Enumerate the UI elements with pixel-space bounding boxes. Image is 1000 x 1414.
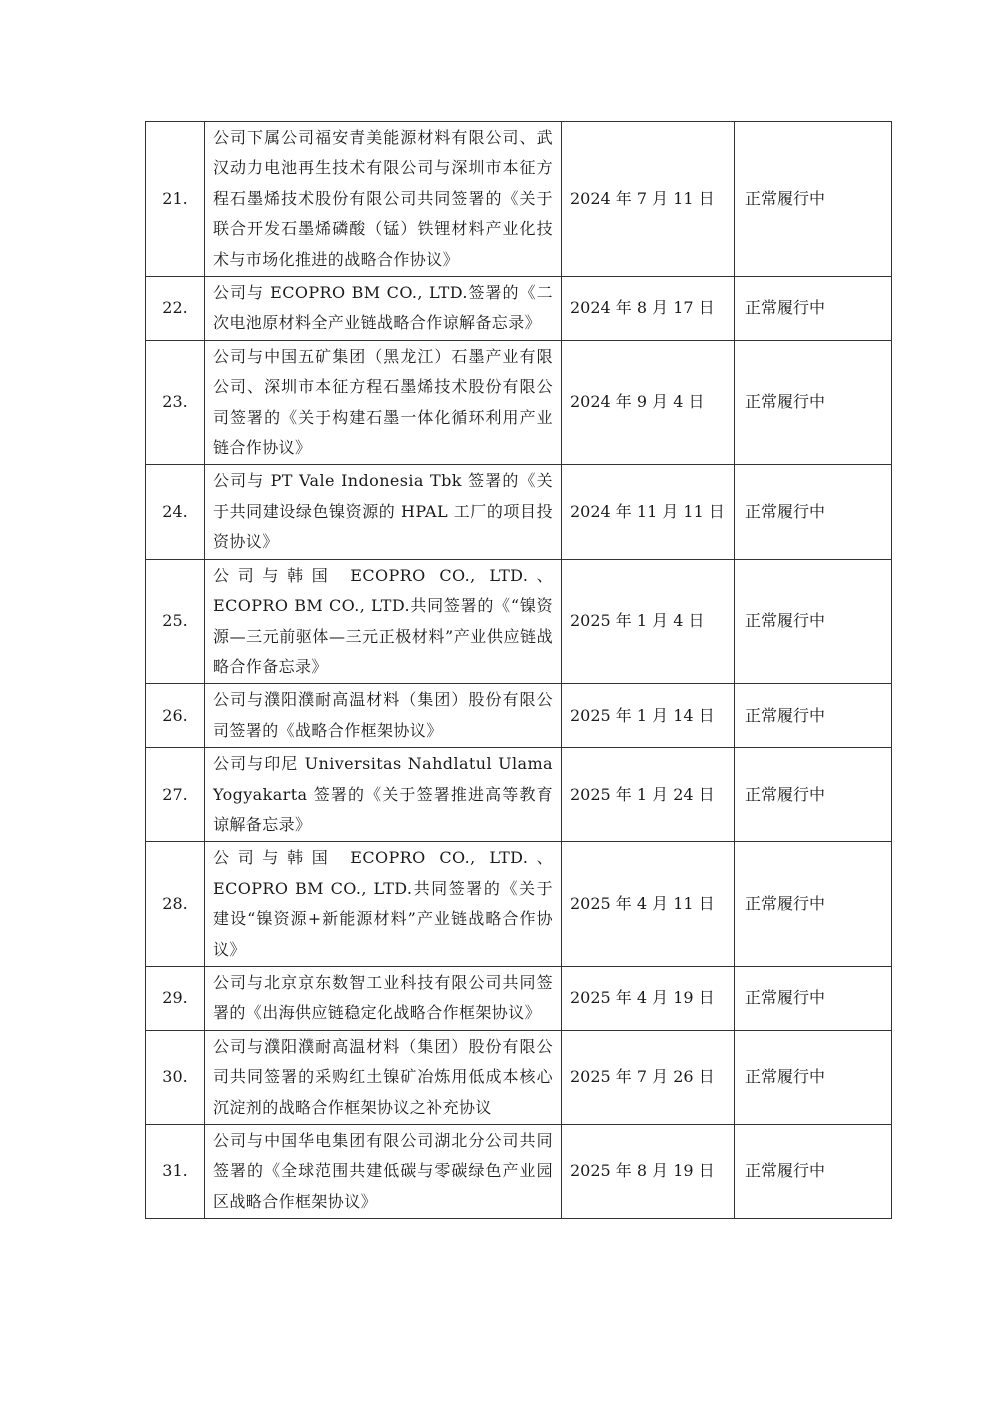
row-number: 27. <box>146 748 205 842</box>
signing-date: 2025 年 4 月 11 日 <box>562 842 735 967</box>
agreement-description-text: 公司与 ECOPRO BM CO., LTD.签署的《二次电池原材料全产业链战略合作谅解备忘录》 <box>213 283 553 333</box>
performance-status: 正常履行中 <box>735 966 892 1030</box>
row-number: 25. <box>146 559 205 684</box>
row-number: 29. <box>146 966 205 1030</box>
performance-status: 正常履行中 <box>735 465 892 559</box>
table-row <box>146 748 892 842</box>
agreement-description-text: 公司下属公司福安青美能源材料有限公司、武汉动力电池再生技术有限公司与深圳市本征方程石墨烯技术股份有限公司共同签署的《关于联合开发石墨烯磷酸（锰）铁锂材料产业化技术与市场化推进的战略合作协议》 <box>213 128 553 269</box>
performance-status: 正常履行中 <box>735 748 892 842</box>
table-row <box>146 559 892 684</box>
signing-date: 2025 年 1 月 24 日 <box>562 748 735 842</box>
agreement-description <box>205 277 562 341</box>
row-number: 30. <box>146 1030 205 1124</box>
table-row <box>146 277 892 341</box>
agreements-table-body <box>146 122 892 1219</box>
table-row <box>146 122 892 277</box>
agreement-description-text: 公司与韩国 ECOPRO CO., LTD.、ECOPRO BM CO., LTD.共同签署的《“镍资源—三元前驱体—三元正极材料”产业供应链战略合作备忘录》 <box>213 565 553 676</box>
table-row <box>146 684 892 748</box>
agreement-description <box>205 559 562 684</box>
signing-date: 2025 年 7 月 26 日 <box>562 1030 735 1124</box>
signing-date: 2025 年 4 月 19 日 <box>562 966 735 1030</box>
row-number: 28. <box>146 842 205 967</box>
agreement-description-text: 公司与中国五矿集团（黑龙江）石墨产业有限公司、深圳市本征方程石墨烯技术股份有限公司签署的《关于构建石墨一体化循环利用产业链合作协议》 <box>213 346 553 458</box>
table-row <box>146 842 892 967</box>
signing-date: 2024 年 9 月 4 日 <box>562 340 735 465</box>
performance-status: 正常履行中 <box>735 842 892 967</box>
agreement-description <box>205 842 562 967</box>
agreement-description-text: 公司与北京京东数智工业科技有限公司共同签署的《出海供应链稳定化战略合作框架协议》 <box>213 972 553 1023</box>
agreement-description <box>205 122 562 277</box>
table-row <box>146 1030 892 1124</box>
row-number: 26. <box>146 684 205 748</box>
performance-status: 正常履行中 <box>735 277 892 341</box>
performance-status: 正常履行中 <box>735 1030 892 1124</box>
signing-date: 2024 年 7 月 11 日 <box>562 122 735 277</box>
agreement-description-text: 公司与濮阳濮耐高温材料（集团）股份有限公司共同签署的采购红土镍矿冶炼用低成本核心沉淀剂的战略合作框架协议之补充协议 <box>213 1036 553 1117</box>
agreement-description-text: 公司与濮阳濮耐高温材料（集团）股份有限公司签署的《战略合作框架协议》 <box>213 690 553 740</box>
agreement-description-text: 公司与印尼 Universitas Nahdlatul Ulama Yogyakarta 签署的《关于签署推进高等教育谅解备忘录》 <box>213 754 553 834</box>
agreement-description <box>205 684 562 748</box>
agreements-table <box>145 121 892 1219</box>
row-number: 23. <box>146 340 205 465</box>
row-number: 31. <box>146 1125 205 1219</box>
performance-status: 正常履行中 <box>735 122 892 277</box>
signing-date: 2024 年 11 月 11 日 <box>562 465 735 559</box>
row-number: 24. <box>146 465 205 559</box>
agreement-description <box>205 966 562 1030</box>
agreement-description-text: 公司与 PT Vale Indonesia Tbk 签署的《关于共同建设绿色镍资源的 HPAL 工厂的项目投资协议》 <box>213 471 553 552</box>
row-number: 22. <box>146 277 205 341</box>
agreement-description-text: 公司与韩国 ECOPRO CO., LTD.、ECOPRO BM CO., LTD.共同签署的《关于建设“镍资源+新能源材料”产业链战略合作协议》 <box>213 848 553 959</box>
row-number: 21. <box>146 122 205 277</box>
table-row <box>146 465 892 559</box>
performance-status: 正常履行中 <box>735 684 892 748</box>
signing-date: 2025 年 1 月 14 日 <box>562 684 735 748</box>
table-row <box>146 966 892 1030</box>
agreement-description <box>205 1125 562 1219</box>
agreement-description <box>205 1030 562 1124</box>
table-row <box>146 340 892 465</box>
performance-status: 正常履行中 <box>735 559 892 684</box>
signing-date: 2024 年 8 月 17 日 <box>562 277 735 341</box>
performance-status: 正常履行中 <box>735 340 892 465</box>
agreement-description-text: 公司与中国华电集团有限公司湖北分公司共同签署的《全球范围共建低碳与零碳绿色产业园区战略合作框架协议》 <box>213 1131 553 1211</box>
performance-status: 正常履行中 <box>735 1125 892 1219</box>
agreement-description <box>205 340 562 465</box>
signing-date: 2025 年 8 月 19 日 <box>562 1125 735 1219</box>
table-row <box>146 1125 892 1219</box>
agreement-description <box>205 465 562 559</box>
agreement-description <box>205 748 562 842</box>
signing-date: 2025 年 1 月 4 日 <box>562 559 735 684</box>
